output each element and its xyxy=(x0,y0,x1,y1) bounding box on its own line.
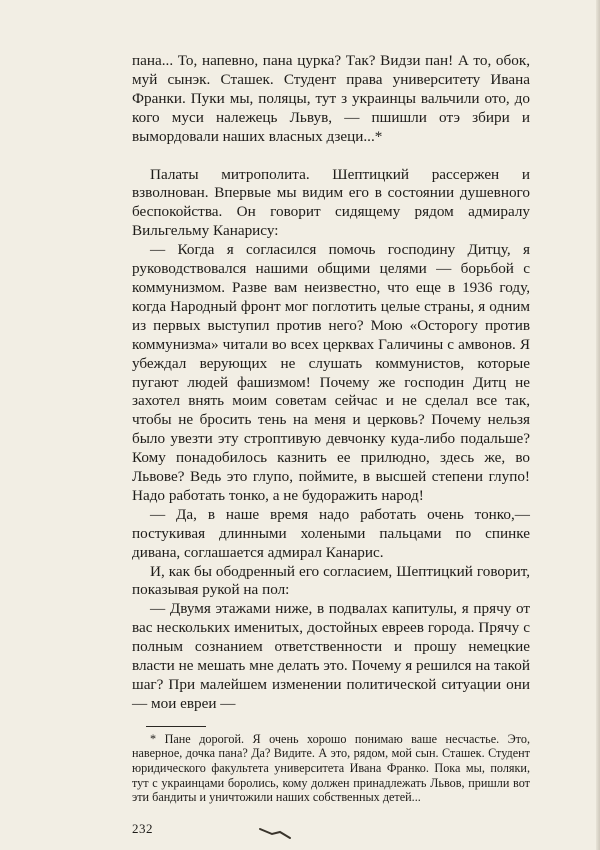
page-number: 232 xyxy=(132,820,153,836)
paragraph-4: — Да, в наше время надо работать очень тонко,— постукивая длинными холеными пальцами по спинке дивана, соглашается адмирал Канарис. xyxy=(132,505,530,561)
footnote xyxy=(132,732,530,805)
footnote-text: * Пане дорогой. Я очень хорошо понимаю ваше несчастье. Это, наверное, дочка пана? Да? Видите. А это, рядом, мой сын. Сташек. Студент юридического факультета университета Ивана Франко. Пока мы, поляки, тут с украинцами боролись, кому должен принадлежать Львов, пришли вот эти бандиты и уничтожили наших собственных детей... xyxy=(132,731,530,805)
footnote-separator xyxy=(146,726,206,727)
paragraph-3: — Когда я согласился помочь господину Дитцу, я руководствовался нашими общими целями — борьбой с коммунизмом. Разве вам неизвестно, что еще в 1936 году, когда Народный фронт мог поглотить целые страны, я одним из первых выступил против него? Мою «Осторогу против коммунизма» читали во всех церквах Галичины с амвонов. Я убеждал верующих не слушать коммунистов, которые пугают людей фашизмом! Почему же господин Дитц не захотел внять моим советам сейчас и не сделал все так, чтобы не бросить тень на меня и церковь? Почему нельзя было увезти эту строптивую девчонку куда-либо подальше? Кому понадобилось казнить ее прилюдно, здесь же, во Львове? Ведь это глупо, поймите, в высшей степени глупо! Надо работать тонко, а не будоражить народ! xyxy=(132,241,530,504)
paragraph-6: — Двумя этажами ниже, в подвалах капитулы, я прячу от вас нескольких именитых, достойных евреев города. Прячу с полным сознанием ответственности и прошу немецкие власти не мешать мне делать это. Почему я решился на такой шаг? При малейшем изменении политической ситуации они — мои евреи — xyxy=(132,600,530,712)
main-text xyxy=(132,52,530,714)
scan-artifact-mark xyxy=(258,826,292,840)
text-column xyxy=(132,52,530,836)
paragraph-5: И, как бы ободренный его согласием, Шептицкий говорит, показывая рукой на пол: xyxy=(132,562,530,599)
paragraph-1: пана... То, напевно, пана цурка? Так? Видзи пан! А то, обок, муй сынэк. Сташек. Студент права университету Ивана Франки. Пуки мы, поляцы, тут з украинцы вальчили ото, до кого муси належець Львув, — пшишли отэ збири и вымордовали наших власных дзеци...* xyxy=(132,52,530,145)
page-edge-shadow xyxy=(596,0,600,850)
paragraph-2: Палаты митрополита. Шептицкий рассержен и взволнован. Впервые мы видим его в состоянии душевного беспокойства. Он говорит сидящему рядом адмиралу Вильгельму Канарису: xyxy=(132,165,530,240)
